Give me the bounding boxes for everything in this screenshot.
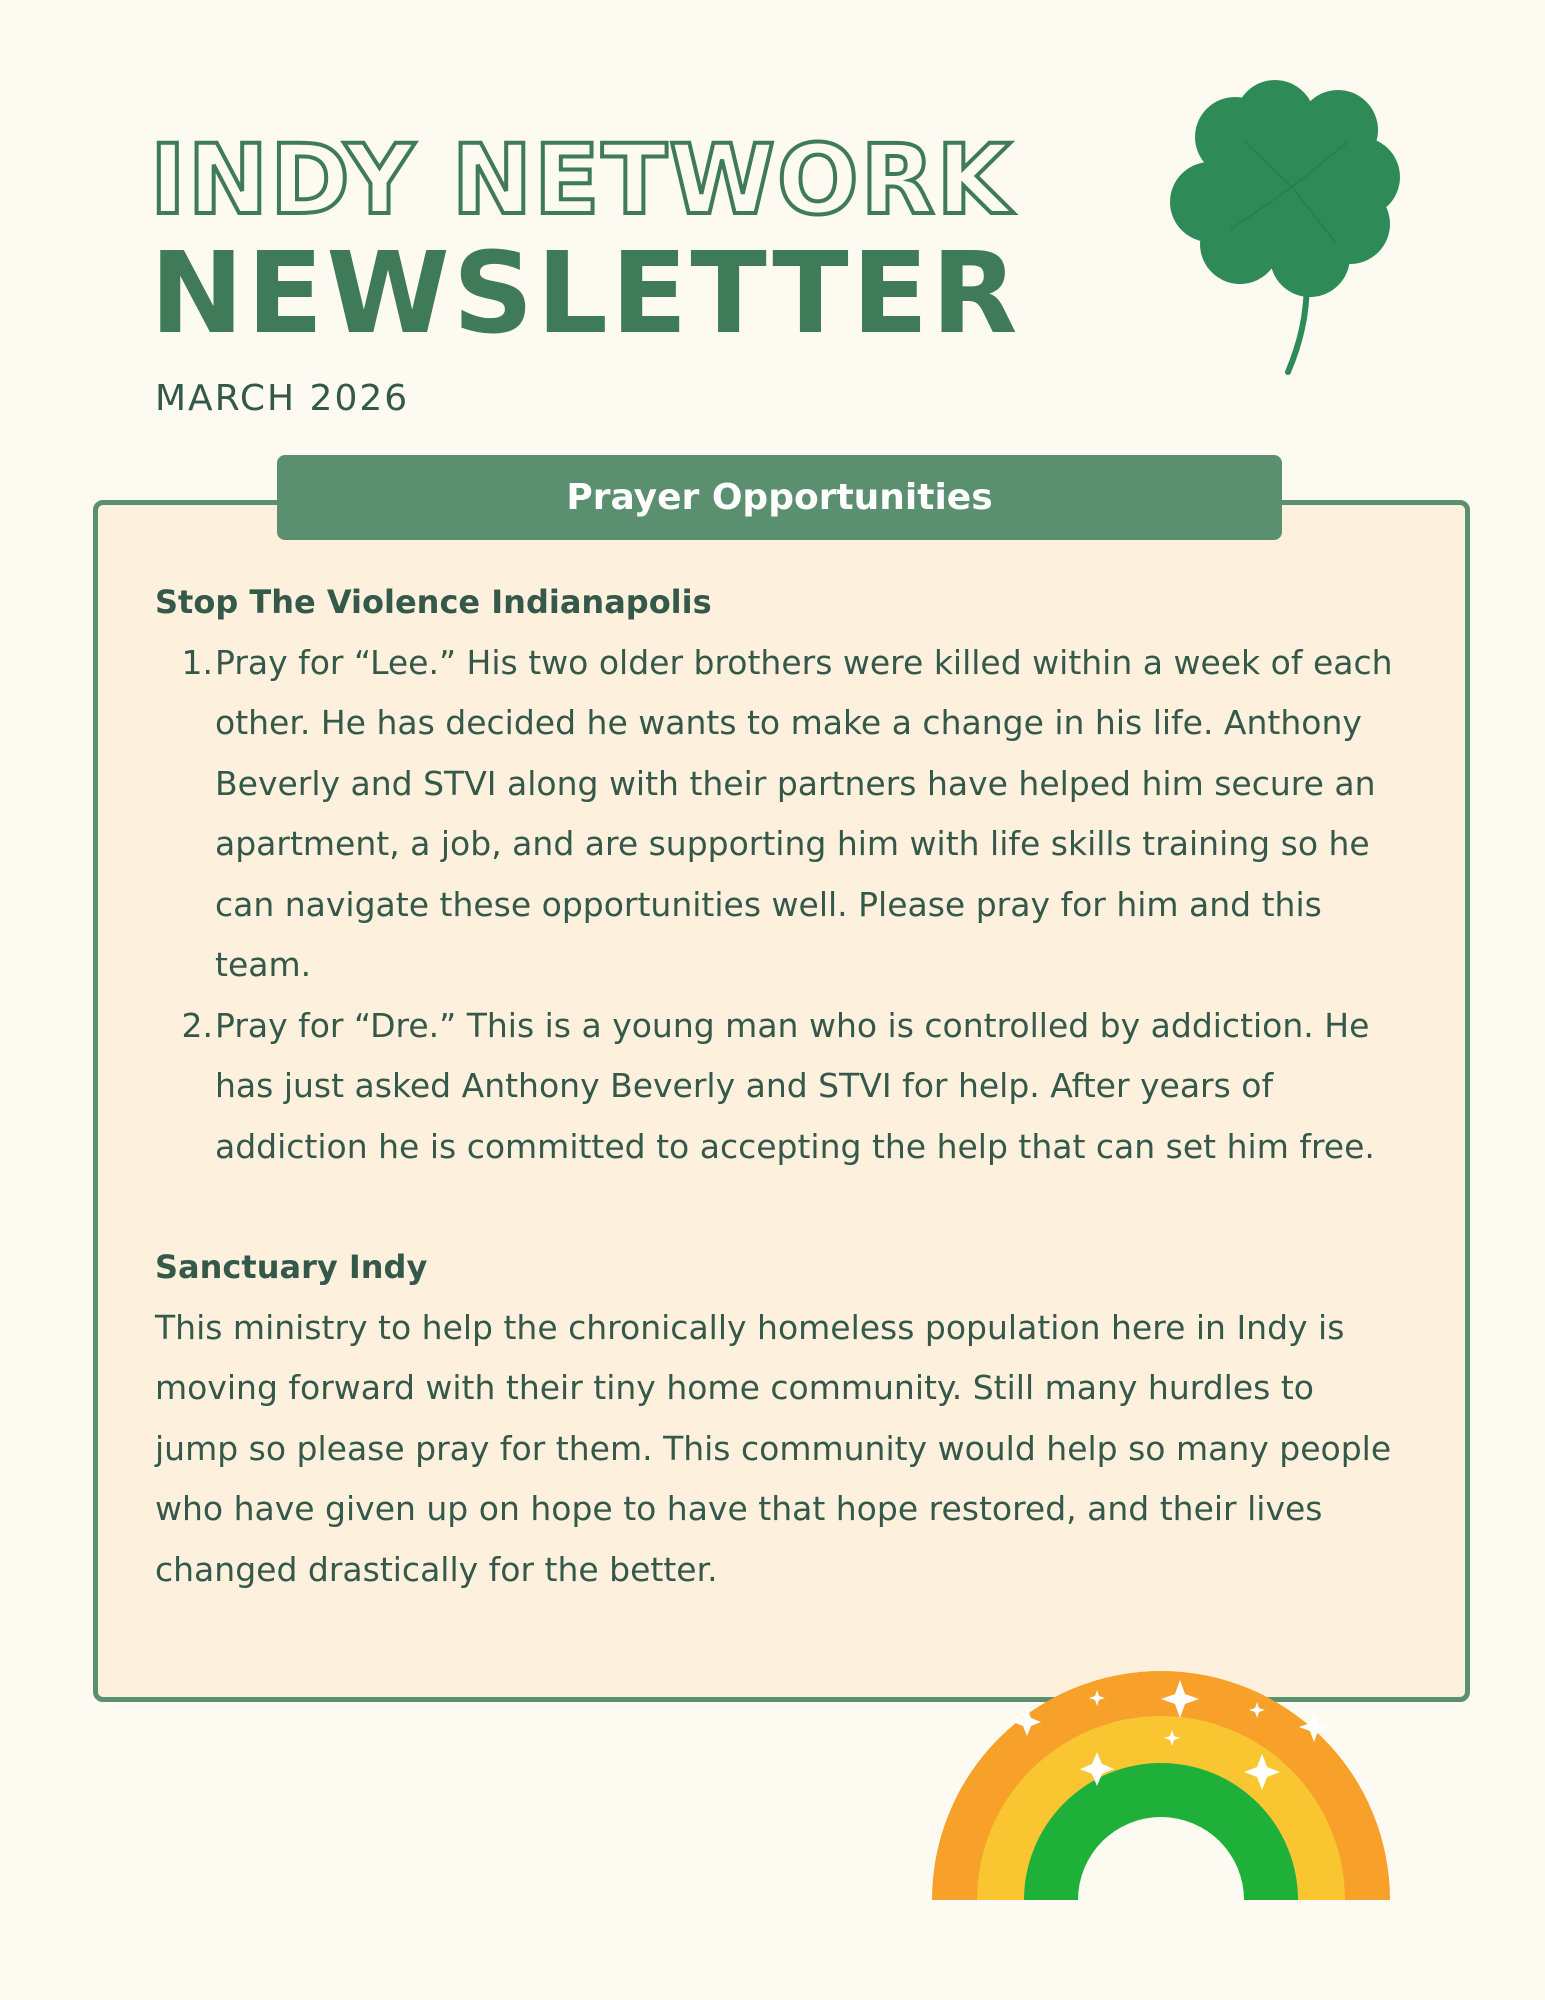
rainbow-icon — [932, 1632, 1390, 1900]
newsletter-title-line1: INDY NETWORK — [150, 124, 1013, 236]
section-title-sanctuary: Sanctuary Indy — [155, 1248, 428, 1286]
four-leaf-clover-icon — [1170, 72, 1400, 382]
section-body-sanctuary: This ministry to help the chronically homeless population here in Indy is moving forward with their tiny home community. Still many hurdles to jump so please pray for them. This community would help so many people who have given up on hope to have that hope restored, and their lives changed drastically for the better. — [155, 1307, 1392, 1589]
newsletter-title-line2: NEWSLETTER — [150, 229, 1021, 359]
list-item-number: 1. — [181, 642, 213, 682]
section-spacer — [155, 1177, 1405, 1237]
list-item-text: Pray for “Lee.” His two older brothers were killed within a week of each other. He has decided he wants to make a change in his life. Anthony Beverly and STVI along with their partners have helped him secure an apartment, a job, and are supporting him with life skills training so he can navigate these opportunities well. Please pray for him and this team. — [215, 642, 1393, 984]
list-item-text: Pray for “Dre.” This is a young man who is controlled by addiction. He has just asked Anthony Beverly and STVI for help. After years of addiction he is committed to accepting the help that can set him free. — [215, 1005, 1375, 1166]
issue-date: MARCH 2026 — [155, 378, 410, 419]
panel-heading: Prayer Opportunities — [277, 455, 1282, 540]
prayer-list — [155, 633, 1405, 1178]
list-item — [155, 633, 1405, 996]
panel-content — [155, 572, 1405, 1600]
section-title-stvi: Stop The Violence Indianapolis — [155, 583, 712, 621]
list-item-number: 2. — [181, 1005, 213, 1045]
list-item — [155, 996, 1405, 1178]
